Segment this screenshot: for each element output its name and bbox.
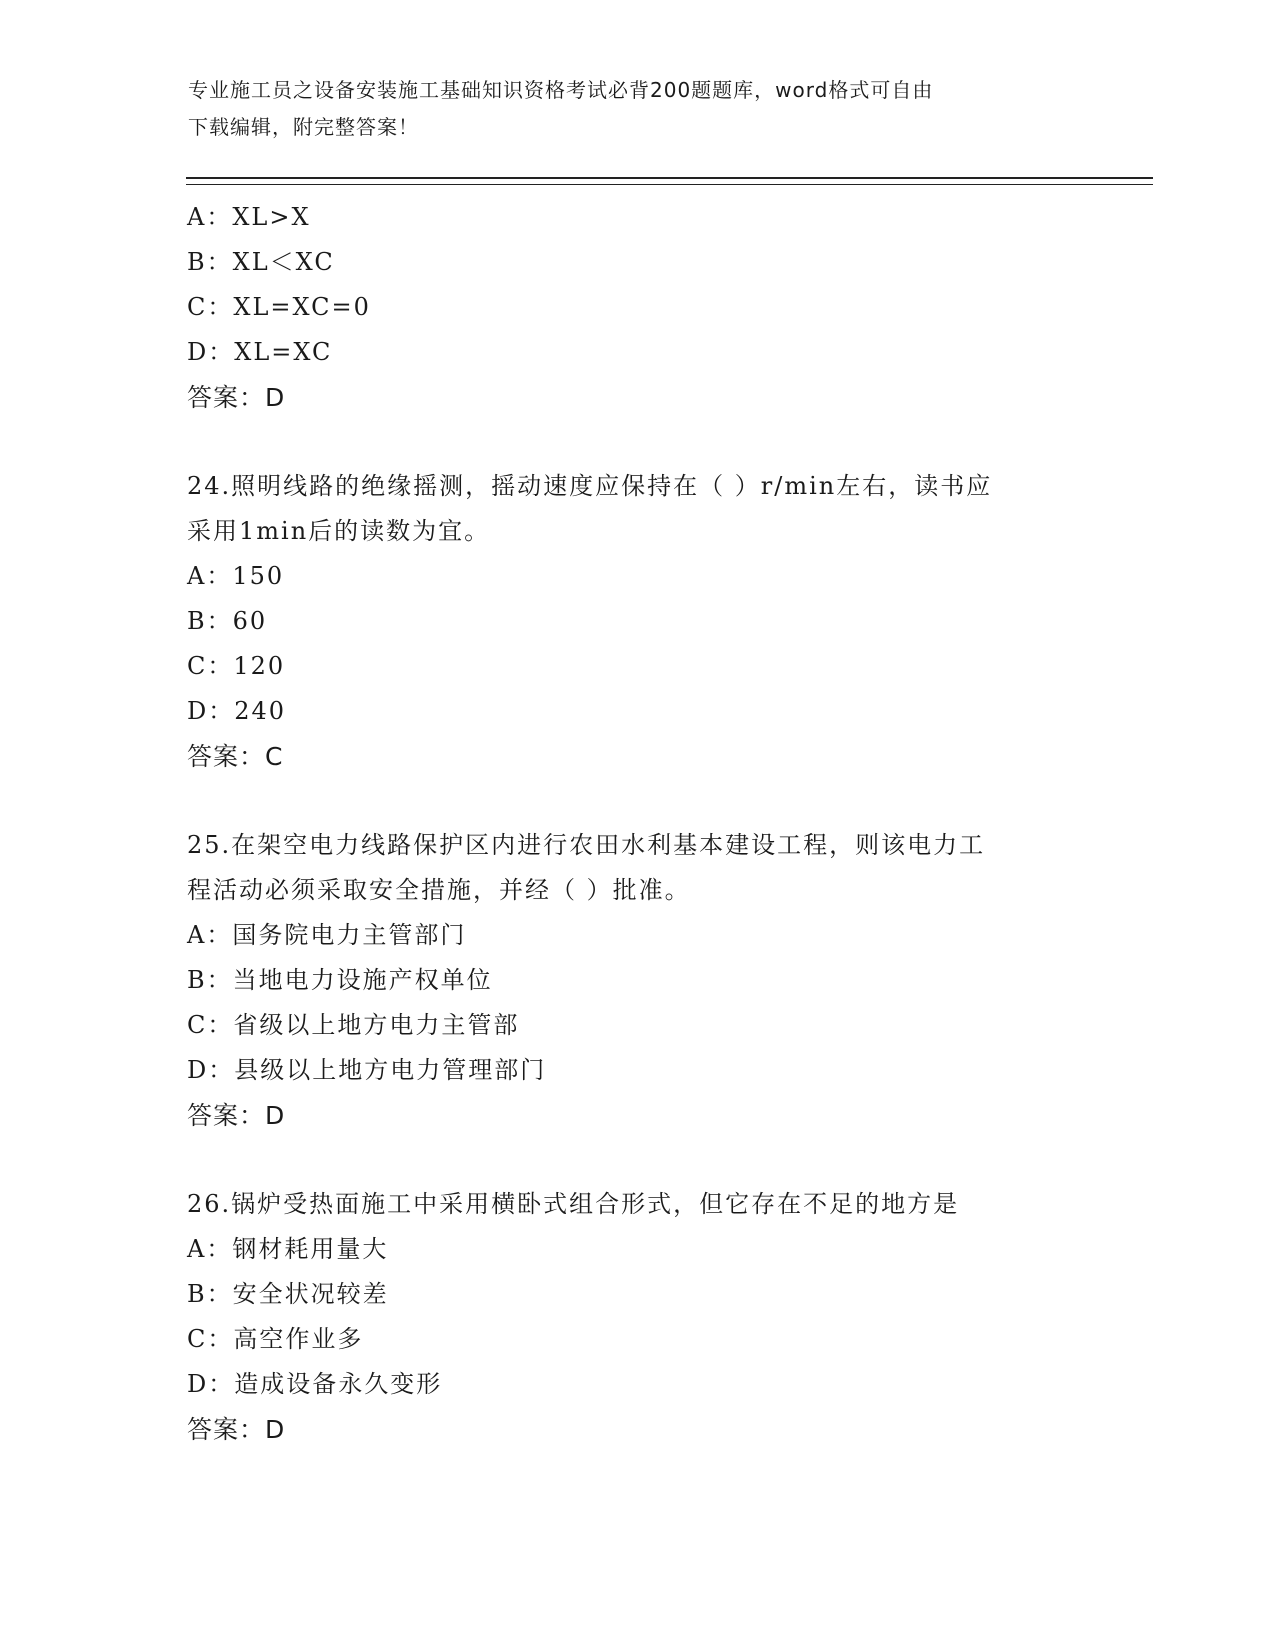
- option-b: B：当地电力设施产权单位: [187, 966, 493, 994]
- question-23-tail: [187, 195, 1087, 420]
- option-b: B：60: [187, 607, 268, 635]
- question-text: 24.照明线路的绝缘摇测，摇动速度应保持在（ ）r/min左右，读书应: [187, 472, 993, 500]
- option-b: B：XL＜XC: [187, 248, 335, 276]
- option-c: C：120: [187, 652, 286, 680]
- option-a: A：钢材耗用量大: [187, 1235, 389, 1263]
- question-25: [187, 823, 1087, 1138]
- option-a: A：XL>X: [187, 203, 311, 231]
- question-text: 采用1min后的读数为宜。: [187, 517, 491, 545]
- answer: 答案：D: [187, 383, 286, 412]
- option-d: D：县级以上地方电力管理部门: [187, 1056, 547, 1084]
- option-d: D：造成设备永久变形: [187, 1370, 443, 1398]
- option-c: C：XL=XC=0: [187, 293, 371, 321]
- option-c: C：省级以上地方电力主管部: [187, 1011, 520, 1039]
- option-b: B：安全状况较差: [187, 1280, 389, 1308]
- header-line-2: 下载编辑，附完整答案！: [188, 115, 419, 139]
- answer: 答案：D: [187, 1415, 286, 1444]
- option-c: C：高空作业多: [187, 1325, 364, 1353]
- question-list: [187, 195, 1087, 1452]
- question-24: [187, 464, 1087, 779]
- header-divider: [186, 177, 1153, 185]
- question-text: 26.锅炉受热面施工中采用横卧式组合形式，但它存在不足的地方是: [187, 1190, 960, 1218]
- option-d: D：240: [187, 697, 287, 725]
- answer: 答案：D: [187, 1101, 286, 1130]
- option-a: A：150: [187, 562, 285, 590]
- question-text: 25.在架空电力线路保护区内进行农田水利基本建设工程，则该电力工: [187, 831, 986, 859]
- document-header: [188, 72, 1068, 146]
- header-line-1: 专业施工员之设备安装施工基础知识资格考试必背200题题库，word格式可自由: [188, 78, 934, 102]
- option-d: D：XL=XC: [187, 338, 333, 366]
- option-a: A：国务院电力主管部门: [187, 921, 467, 949]
- answer: 答案：C: [187, 742, 284, 771]
- question-text: 程活动必须采取安全措施，并经（ ）批准。: [187, 876, 691, 904]
- question-26: [187, 1182, 1087, 1452]
